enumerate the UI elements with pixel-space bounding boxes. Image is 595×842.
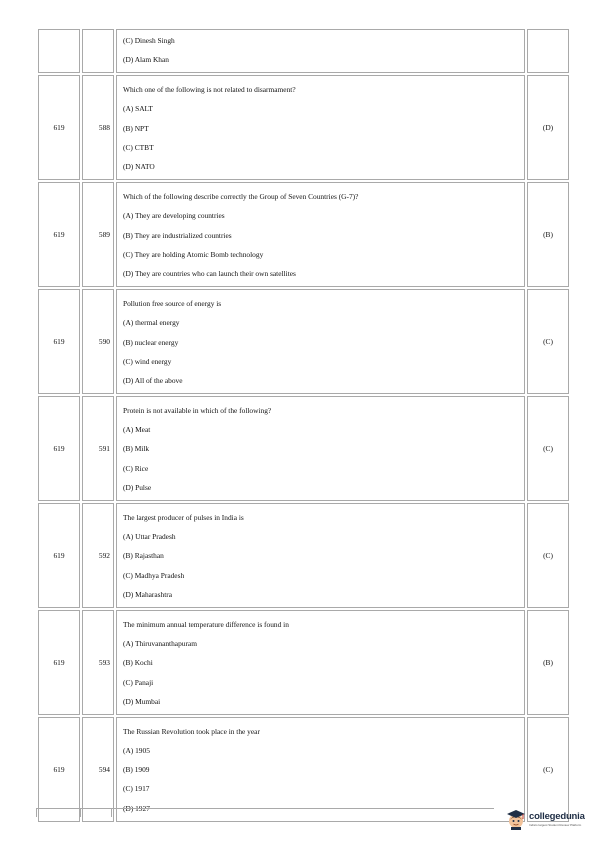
question-number-cell: 594 xyxy=(82,717,114,822)
answer-key-cell: (C) xyxy=(527,503,569,608)
table-row xyxy=(38,717,569,822)
question-content xyxy=(123,76,524,179)
question-text: Which of the following describe correctly the Group of Seven Countries (G-7)? xyxy=(123,192,359,202)
answer-option: (C) Madhya Pradesh xyxy=(123,570,185,580)
paper-code-cell: 619 xyxy=(38,75,80,180)
table-row xyxy=(38,29,569,73)
answer-option: (C) CTBT xyxy=(123,142,154,152)
question-cell xyxy=(116,182,525,287)
table-row xyxy=(38,396,569,501)
question-text: Protein is not available in which of the following? xyxy=(123,406,272,416)
answer-option: (D) They are countries who can launch their own satellites xyxy=(123,268,296,278)
question-cell xyxy=(116,289,525,394)
answer-option: (A) Thiruvananthapuram xyxy=(123,639,197,649)
answer-option: (C) wind energy xyxy=(123,356,172,366)
answer-key-cell: (C) xyxy=(527,396,569,501)
table-border-stub xyxy=(80,809,81,817)
paper-code-cell xyxy=(38,29,80,73)
paper-code-cell: 619 xyxy=(38,182,80,287)
question-number-cell: 591 xyxy=(82,396,114,501)
answer-option: (A) Uttar Pradesh xyxy=(123,532,176,542)
question-cell xyxy=(116,396,525,501)
paper-code-cell: 619 xyxy=(38,503,80,608)
question-cell xyxy=(116,75,525,180)
paper-code-cell: 619 xyxy=(38,289,80,394)
answer-key-cell: (C) xyxy=(527,289,569,394)
table-continuation-rule xyxy=(36,808,494,809)
table-row xyxy=(38,610,569,715)
logo-tagline: India's largest Student Review Platform xyxy=(529,823,582,827)
question-number-cell xyxy=(82,29,114,73)
paper-code-cell: 619 xyxy=(38,396,80,501)
question-number-cell: 590 xyxy=(82,289,114,394)
answer-option: (D) Alam Khan xyxy=(123,55,169,65)
answer-option: (A) SALT xyxy=(123,104,153,114)
question-content xyxy=(123,611,524,714)
question-text: The Russian Revolution took place in the year xyxy=(123,726,260,736)
logo-text xyxy=(529,811,585,827)
question-content xyxy=(123,290,524,393)
question-content xyxy=(123,183,524,286)
table-row xyxy=(38,75,569,180)
question-cell xyxy=(116,610,525,715)
answer-key-cell: (C) xyxy=(527,717,569,822)
question-table xyxy=(36,27,571,824)
answer-option: (B) NPT xyxy=(123,123,149,133)
question-table-body xyxy=(38,29,569,822)
answer-option: (D) NATO xyxy=(123,162,155,172)
answer-option: (C) They are holding Atomic Bomb technology xyxy=(123,249,264,259)
answer-option: (C) Panaji xyxy=(123,677,154,687)
answer-key-cell: (B) xyxy=(527,182,569,287)
question-text: The minimum annual temperature difference is found in xyxy=(123,619,289,629)
paper-code-cell: 619 xyxy=(38,610,80,715)
answer-option: (B) Kochi xyxy=(123,658,153,668)
answer-option: (B) They are industrialized countries xyxy=(123,230,232,240)
question-text: The largest producer of pulses in India is xyxy=(123,513,244,523)
table-row xyxy=(38,503,569,608)
question-cell xyxy=(116,29,525,73)
question-number-cell: 593 xyxy=(82,610,114,715)
question-content xyxy=(123,30,524,72)
answer-option: (B) Milk xyxy=(123,444,150,454)
answer-option: (B) nuclear energy xyxy=(123,337,179,347)
question-cell xyxy=(116,717,525,822)
graduate-mascot-icon xyxy=(505,808,527,830)
question-text: Pollution free source of energy is xyxy=(123,299,222,309)
table-row xyxy=(38,182,569,287)
answer-option: (C) Rice xyxy=(123,463,149,473)
answer-option: (A) They are developing countries xyxy=(123,211,225,221)
paper-code-cell: 619 xyxy=(38,717,80,822)
answer-option: (A) thermal energy xyxy=(123,318,180,328)
question-text: Which one of the following is not related to disarmament? xyxy=(123,85,296,95)
question-content xyxy=(123,718,524,821)
question-number-cell: 592 xyxy=(82,503,114,608)
answer-key-cell: (B) xyxy=(527,610,569,715)
table-border-stub xyxy=(111,809,112,817)
answer-key-cell: (D) xyxy=(527,75,569,180)
answer-option: (A) Meat xyxy=(123,425,151,435)
question-content xyxy=(123,504,524,607)
answer-option: (D) Maharashtra xyxy=(123,589,173,599)
table-border-stub xyxy=(36,809,37,817)
answer-option: (D) 1927 xyxy=(123,803,150,813)
question-number-cell: 589 xyxy=(82,182,114,287)
answer-option: (B) Rajasthan xyxy=(123,551,164,561)
answer-option: (C) 1917 xyxy=(123,784,150,794)
answer-key-cell xyxy=(527,29,569,73)
question-cell xyxy=(116,503,525,608)
question-number-cell: 588 xyxy=(82,75,114,180)
answer-option: (C) Dinesh Singh xyxy=(123,35,175,45)
collegedunia-logo xyxy=(505,806,593,832)
logo-name: collegedunia xyxy=(529,811,585,822)
question-content xyxy=(123,397,524,500)
table-row xyxy=(38,289,569,394)
answer-option: (D) All of the above xyxy=(123,375,183,385)
answer-option: (A) 1905 xyxy=(123,746,150,756)
answer-option: (D) Pulse xyxy=(123,482,152,492)
answer-option: (B) 1909 xyxy=(123,765,150,775)
answer-option: (D) Mumbai xyxy=(123,696,161,706)
